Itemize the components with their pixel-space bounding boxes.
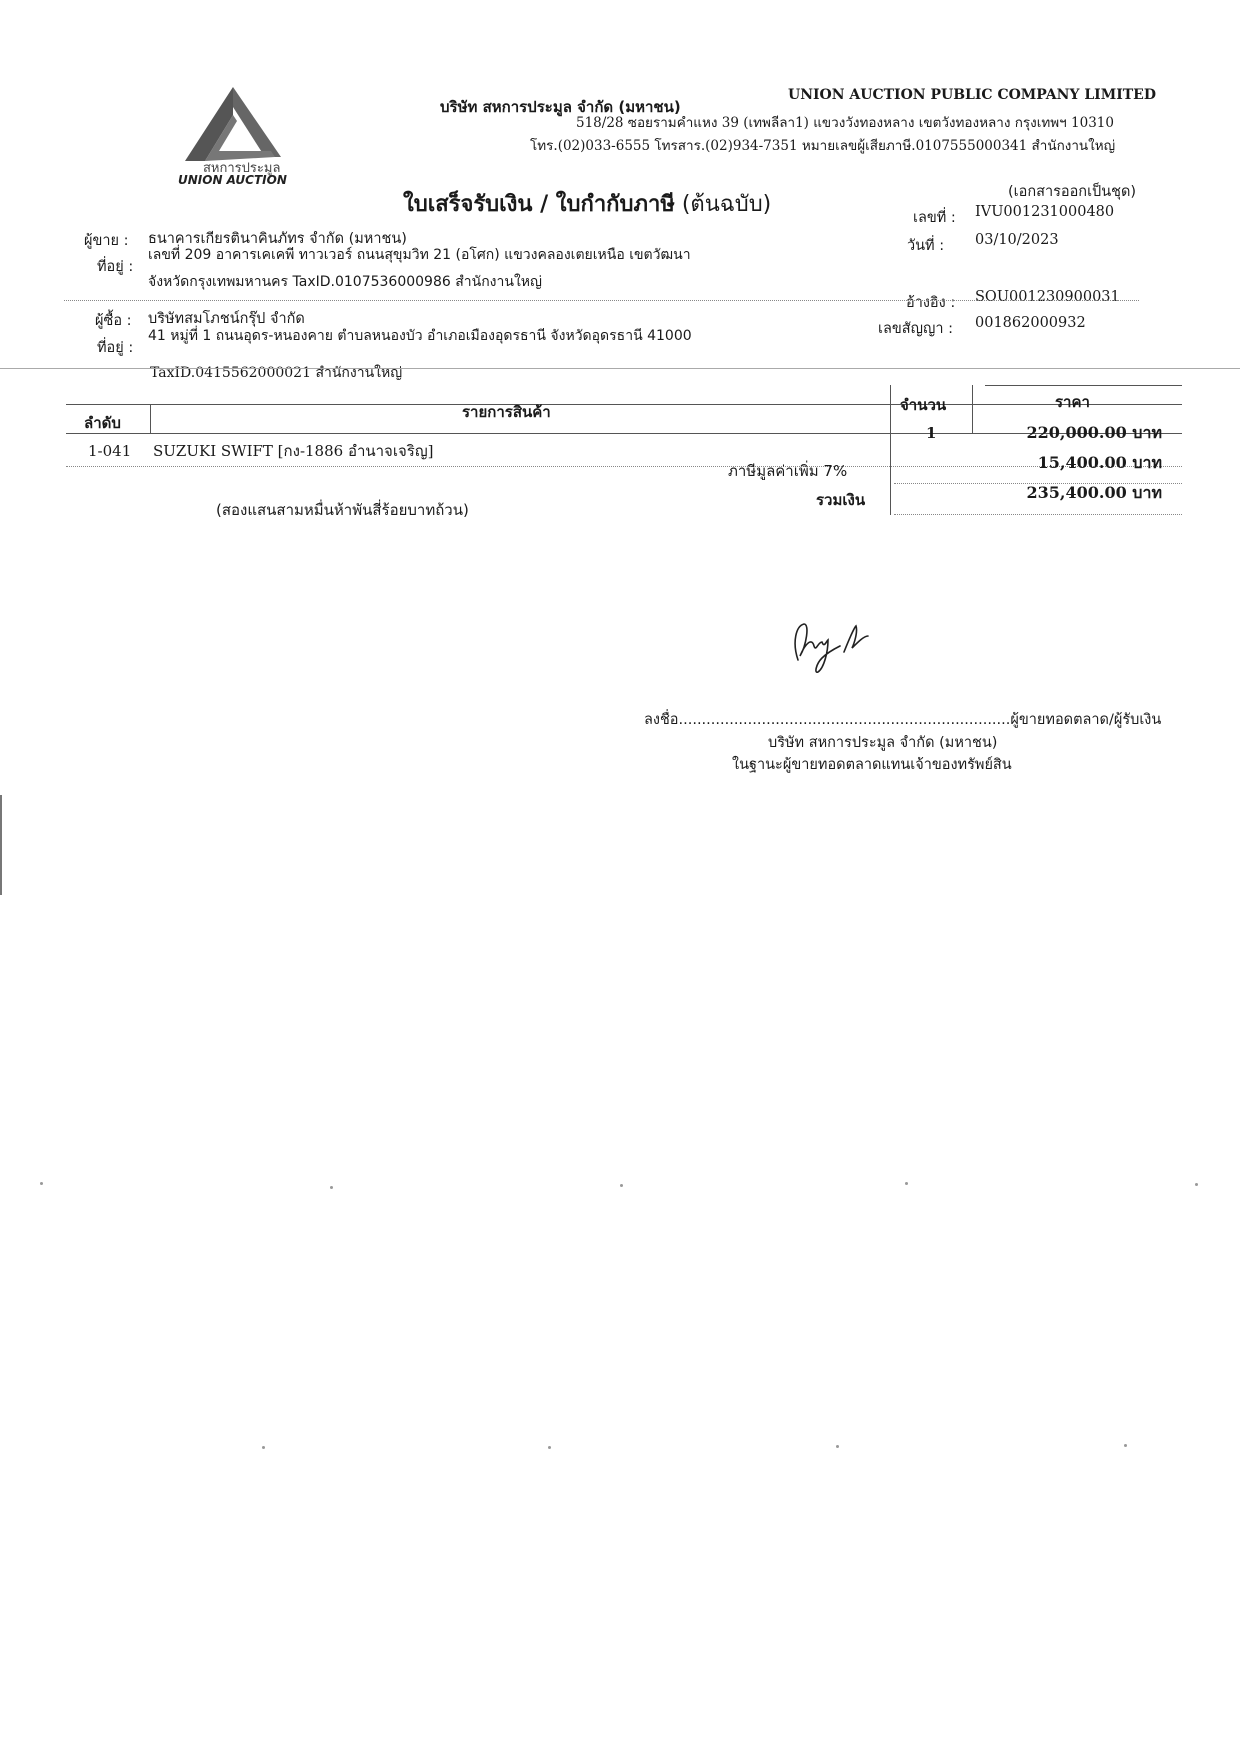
col-divider-3 [972,385,973,433]
handwritten-signature [784,612,874,678]
buyer-address-label: ที่อยู่ : [97,340,134,356]
scan-edge-mark [0,795,2,895]
set-note: (เอกสารออกเป็นชุด) [1008,184,1137,200]
row-item: SUZUKI SWIFT [กง-1886 อำนาจเจริญ] [153,442,434,460]
col-divider-2 [890,385,891,515]
document-title-suffix: (ต้นฉบับ) [681,192,772,217]
scan-speck [620,1184,623,1187]
scan-speck [262,1446,265,1449]
row-qty: 1 [926,424,937,442]
logo-text-en: UNION AUCTION [178,173,287,187]
doc-number: IVU001231000480 [975,204,1115,220]
seller-address-line2: จังหวัดกรุงเทพมหานคร TaxID.0107536000986 สำนักงานใหญ่ [148,274,542,290]
vat-label: ภาษีมูลค่าเพิ่ม 7% [728,462,848,480]
row-no: 1-041 [88,442,132,460]
doc-date-label: วันที่ : [907,238,945,254]
total-label: รวมเงิน [816,491,866,509]
seller-label: ผู้ขาย : [84,233,129,249]
doc-number-label: เลขที่ : [913,210,956,226]
company-contact: โทร.(02)033-6555 โทรสาร.(02)934-7351 หมายเลขผู้เสียภาษี.0107555000341 สำนักงานใหญ่ [530,138,1116,154]
ref-number: SOU001230900031 [975,289,1120,305]
ref-label: อ้างอิง : [906,295,956,311]
total-bottom [894,514,1182,515]
seller-address-line1: เลขที่ 209 อาคารเคเคพี ทาวเวอร์ ถนนสุขุมวิท 21 (อโศก) แขวงคลองเตยเหนือ เขตวัฒนา [148,247,691,263]
company-logo [175,85,310,195]
total-amount: 235,400.00 บาท [1026,483,1162,502]
document-title-main: ใบเสร็จรับเงิน / ใบกำกับภาษี [403,192,675,217]
header-item: รายการสินค้า [462,403,551,421]
header-no: ลำดับ [84,414,121,432]
scan-speck [905,1182,908,1185]
page-separator [0,368,1240,369]
scan-speck [1124,1444,1127,1447]
header-qty: จำนวน [900,396,947,414]
logo-text-th: สหการประมูล [203,161,281,176]
seller-name: ธนาคารเกียรตินาคินภัทร จำกัด (มหาชน) [148,231,407,247]
buyer-label: ผู้ซื้อ : [95,313,132,329]
signature-line: ลงชื่อ........................................................................ผู้ขายทอดตลาด/ผู้รับเงิน [644,712,1162,728]
scan-speck [330,1186,333,1189]
price-header-top [985,385,1182,386]
table-header-top [66,404,1182,405]
total-in-words: (สองแสนสามหมื่นห้าพันสี่ร้อยบาทถ้วน) [216,501,469,519]
company-name-en: UNION AUCTION PUBLIC COMPANY LIMITED [788,87,1156,103]
buyer-name: บริษัทสมโภชน์กรุ๊ป จำกัด [148,311,305,327]
company-name-th: บริษัท สหการประมูล จำกัด (มหาชน) [440,98,681,116]
col-divider-1 [150,404,151,434]
buyer-address-line2: TaxID.0415562000021 สำนักงานใหญ่ [150,365,403,381]
document-title [403,186,771,221]
buyer-address-line1: 41 หมู่ที่ 1 ถนนอุดร-หนองคาย ตำบลหนองบัว อำเภอเมืองอุดรธานี จังหวัดอุดรธานี 41000 [148,328,692,344]
doc-date: 03/10/2023 [975,232,1059,248]
seller-separator [64,300,1139,301]
scan-speck [40,1182,43,1185]
signature-company: บริษัท สหการประมูล จำกัด (มหาชน) [768,735,998,751]
row-price: 220,000.00 บาท [1026,423,1162,442]
scan-speck [548,1446,551,1449]
vat-amount: 15,400.00 บาท [1037,453,1162,472]
logo-triangle-icon [175,85,310,165]
scan-speck [1195,1183,1198,1186]
contract-number: 001862000932 [975,315,1086,331]
scan-speck [836,1445,839,1448]
header-price: ราคา [1055,393,1090,411]
company-address: 518/28 ซอยรามคำแหง 39 (เทพลีลา1) แขวงวังทองหลาง เขตวังทองหลาง กรุงเทพฯ 10310 [576,115,1114,131]
signature-capacity: ในฐานะผู้ขายทอดตลาดแทนเจ้าของทรัพย์สิน [732,757,1012,773]
seller-address-label: ที่อยู่ : [97,259,134,275]
contract-label: เลขสัญญา : [878,321,953,337]
